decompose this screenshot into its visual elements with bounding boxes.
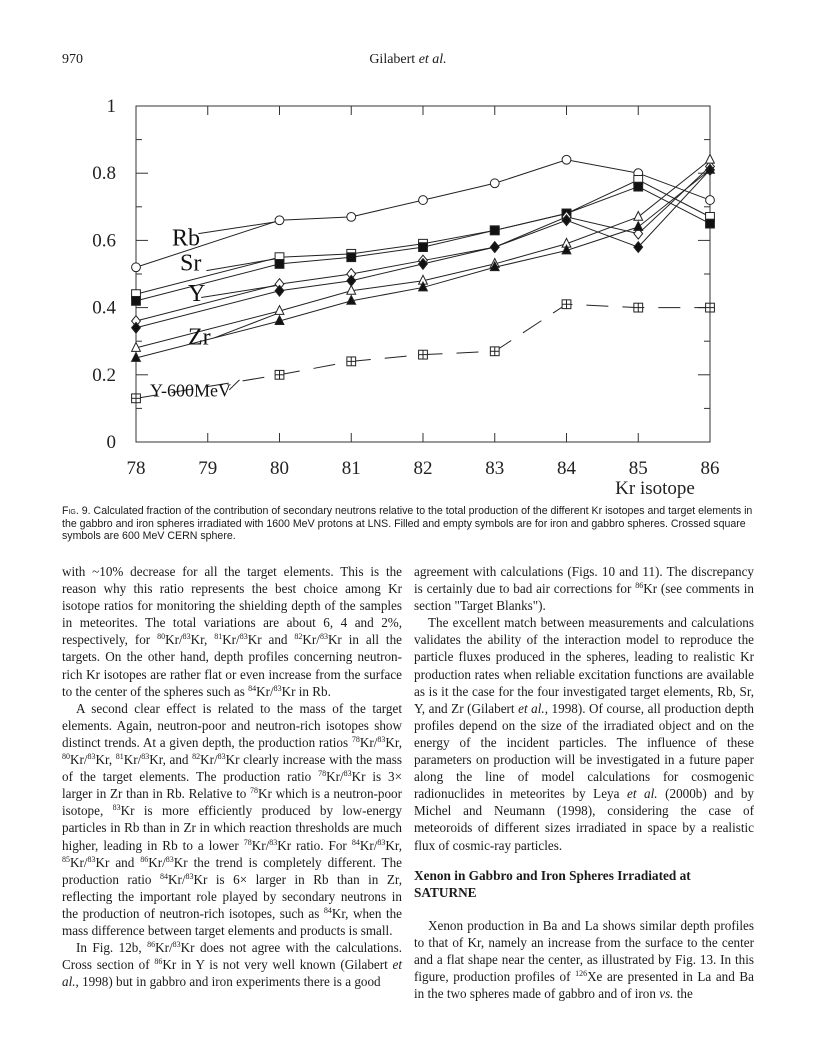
x-tick-label: 80 — [270, 458, 289, 479]
paragraph: In Fig. 12b, $^{86}$Kr/$^{83}$Kr does not agree with the calculations. Cross section of $^{86}$Kr in Y is not very well known (Gilabert et al., 1998) but in gabbro and iron experiments there is a good — [62, 940, 402, 990]
data-point — [419, 243, 428, 252]
data-point — [490, 226, 499, 235]
x-tick-label: 83 — [485, 458, 505, 479]
data-point — [347, 285, 356, 294]
paragraph: Xenon production in Ba and La shows similar depth profiles to that of Kr, namely an increase from the surface to the center and a flat shape near the center, as illustrated by Fig. 13. In this figure, production profiles of $^{126}$Xe are presented in La and Ba in the two spheres made of gabbro and of iron vs. the — [414, 917, 754, 1002]
series-line — [136, 160, 710, 348]
left-column — [62, 563, 402, 990]
chart-series-layer — [132, 154, 715, 402]
data-point — [706, 196, 715, 205]
data-point — [275, 260, 284, 269]
label-leader-line — [214, 314, 275, 338]
y-tick-label: 1 — [106, 96, 116, 117]
figure-caption — [62, 505, 756, 543]
y-tick-label: 0.4 — [92, 297, 116, 319]
x-tick-label: 85 — [628, 458, 648, 479]
chart-element-labels — [150, 222, 276, 401]
element-label: Y — [188, 280, 206, 307]
chart-axes — [92, 96, 719, 499]
figure-9-chart — [0, 70, 816, 500]
caption-label: Fig. 9. — [62, 505, 91, 517]
data-point — [634, 182, 643, 191]
data-point — [419, 196, 428, 205]
x-tick-label: 86 — [700, 458, 720, 479]
y-tick-label: 0.8 — [92, 163, 116, 185]
data-point — [275, 216, 284, 225]
page-number: 970 — [62, 52, 83, 67]
label-leader-line — [201, 286, 275, 298]
data-point — [347, 212, 356, 221]
data-point — [132, 296, 141, 305]
caption-text: Calculated fraction of the contribution of secondary neutrons relative to the total production of the different Kr isotopes and target elements in the gabbro and iron spheres irradiated with 1600 MeV protons at LNS. Filled and empty symbols are for iron and gabbro spheres. Crossed square symbols are 600 MeV CERN sphere. — [62, 505, 753, 543]
data-point — [634, 222, 643, 231]
element-label: Y-600MeV — [150, 380, 231, 401]
element-label: Sr — [180, 250, 202, 277]
x-tick-label: 81 — [341, 458, 361, 479]
paragraph: agreement with calculations (Figs. 10 and 11). The discrepancy is certainly due to bad air corrections for $^{86}$Kr (see comments in section "Target Blanks"). — [414, 564, 754, 614]
x-tick-label: 84 — [557, 458, 576, 479]
paragraph: with ~10% decrease for all the target elements. This is the reason why this ratio represents the best choice among Kr isotope ratios for monitoring the shielding depth of the samples in meteorites. The total variations are about 6, 4 and 2%, respectively, for $^{80}$Kr/$^{83}$Kr, $^{81}$Kr/$^{83}$Kr and $^{82}$Kr/$^{83}$Kr in all the targets. On the other hand, depth profiles concerning neutron-rich Kr isotopes are rather flat or even increase from the surface to the center of the spheres such as $^{84}$Kr/$^{83}$Kr in Rb. — [62, 564, 402, 699]
x-tick-label: 79 — [198, 458, 218, 479]
running-head-authors: Gilabert — [369, 52, 416, 67]
right-column — [414, 563, 754, 1002]
data-point — [706, 219, 715, 228]
x-axis-label: Kr isotope — [615, 478, 695, 499]
y-tick-label: 0.6 — [92, 230, 116, 252]
element-label: Zr — [188, 324, 211, 351]
label-leader-line — [206, 259, 275, 271]
paragraph: The excellent match between measurements and calculations validates the ability of the interaction model to reproduce the particle fluxes produced in the spheres, leading to realistic Kr production rates when reliable excitation functions are available as is it the case for the four investigated target elements, Rb, Sr, Y, and Zr (Gilabert et al., 1998). Of course, all production depth profiles depend on the size of the irradiated object and on the energy of the incident particles. The influence of these parameters on production will be investigated in a future paper along the line of model calculations for cosmogenic radionuclides in meteorites by Leya et al. (2000b) and by Michel and Neumann (1998), considering the case of meteoroids of different sizes irradiated in space by a realistic flux of cosmic-ray particles. — [414, 615, 755, 853]
data-point — [275, 285, 284, 296]
series-rb — [132, 155, 715, 271]
x-tick-label: 82 — [413, 458, 433, 479]
section-heading: Xenon in Gabbro and Iron Spheres Irradiated at SATURNE — [414, 867, 691, 900]
label-leader-line — [198, 222, 275, 234]
data-point — [132, 322, 141, 333]
y-tick-label: 0 — [106, 432, 116, 453]
x-tick-label: 78 — [126, 458, 146, 479]
series-zr — [132, 154, 715, 351]
data-point — [706, 154, 715, 163]
data-point — [634, 211, 643, 220]
paragraph: A second clear effect is related to the mass of the target elements. Again, neutron-poor and neutron-rich isotopes show distinct trends. At a given depth, the production ratios $^{78}$Kr/$^{83}$Kr, $^{80}$Kr/$^{83}$Kr, $^{81}$Kr/$^{83}$Kr, and $^{82}$Kr/$^{83}$Kr clearly increase with the mass of the target elements. The production ratio $^{78}$Kr/$^{83}$Kr is 3× larger in Zr than in Rb. Relative to $^{78}$Kr which is a neutron-poor isotope, $^{83}$Kr is more efficiently produced by low-energy particles in Rb than in Zr in which reaction thresholds are much higher, leading in Rb to a lower $^{78}$Kr/$^{83}$Kr ratio. For $^{84}$Kr/$^{83}$Kr, $^{85}$Kr/$^{83}$Kr and $^{86}$Kr/$^{83}$Kr the trend is completely different. The production ratio $^{84}$Kr/$^{83}$Kr is 6× larger in Rb than in Zr, reflecting the important role played by secondary neutrons in the production of neutron-rich isotopes, such as $^{84}$Kr, when the mass difference between target elements and products is small. — [62, 700, 403, 938]
data-point — [132, 263, 141, 272]
data-point — [562, 155, 571, 164]
data-point — [490, 242, 499, 253]
data-point — [347, 253, 356, 262]
running-head-etal: et al. — [418, 52, 447, 67]
element-label: Rb — [172, 225, 201, 252]
y-tick-label: 0.2 — [92, 364, 116, 386]
running-head — [0, 52, 816, 68]
data-point — [490, 179, 499, 188]
